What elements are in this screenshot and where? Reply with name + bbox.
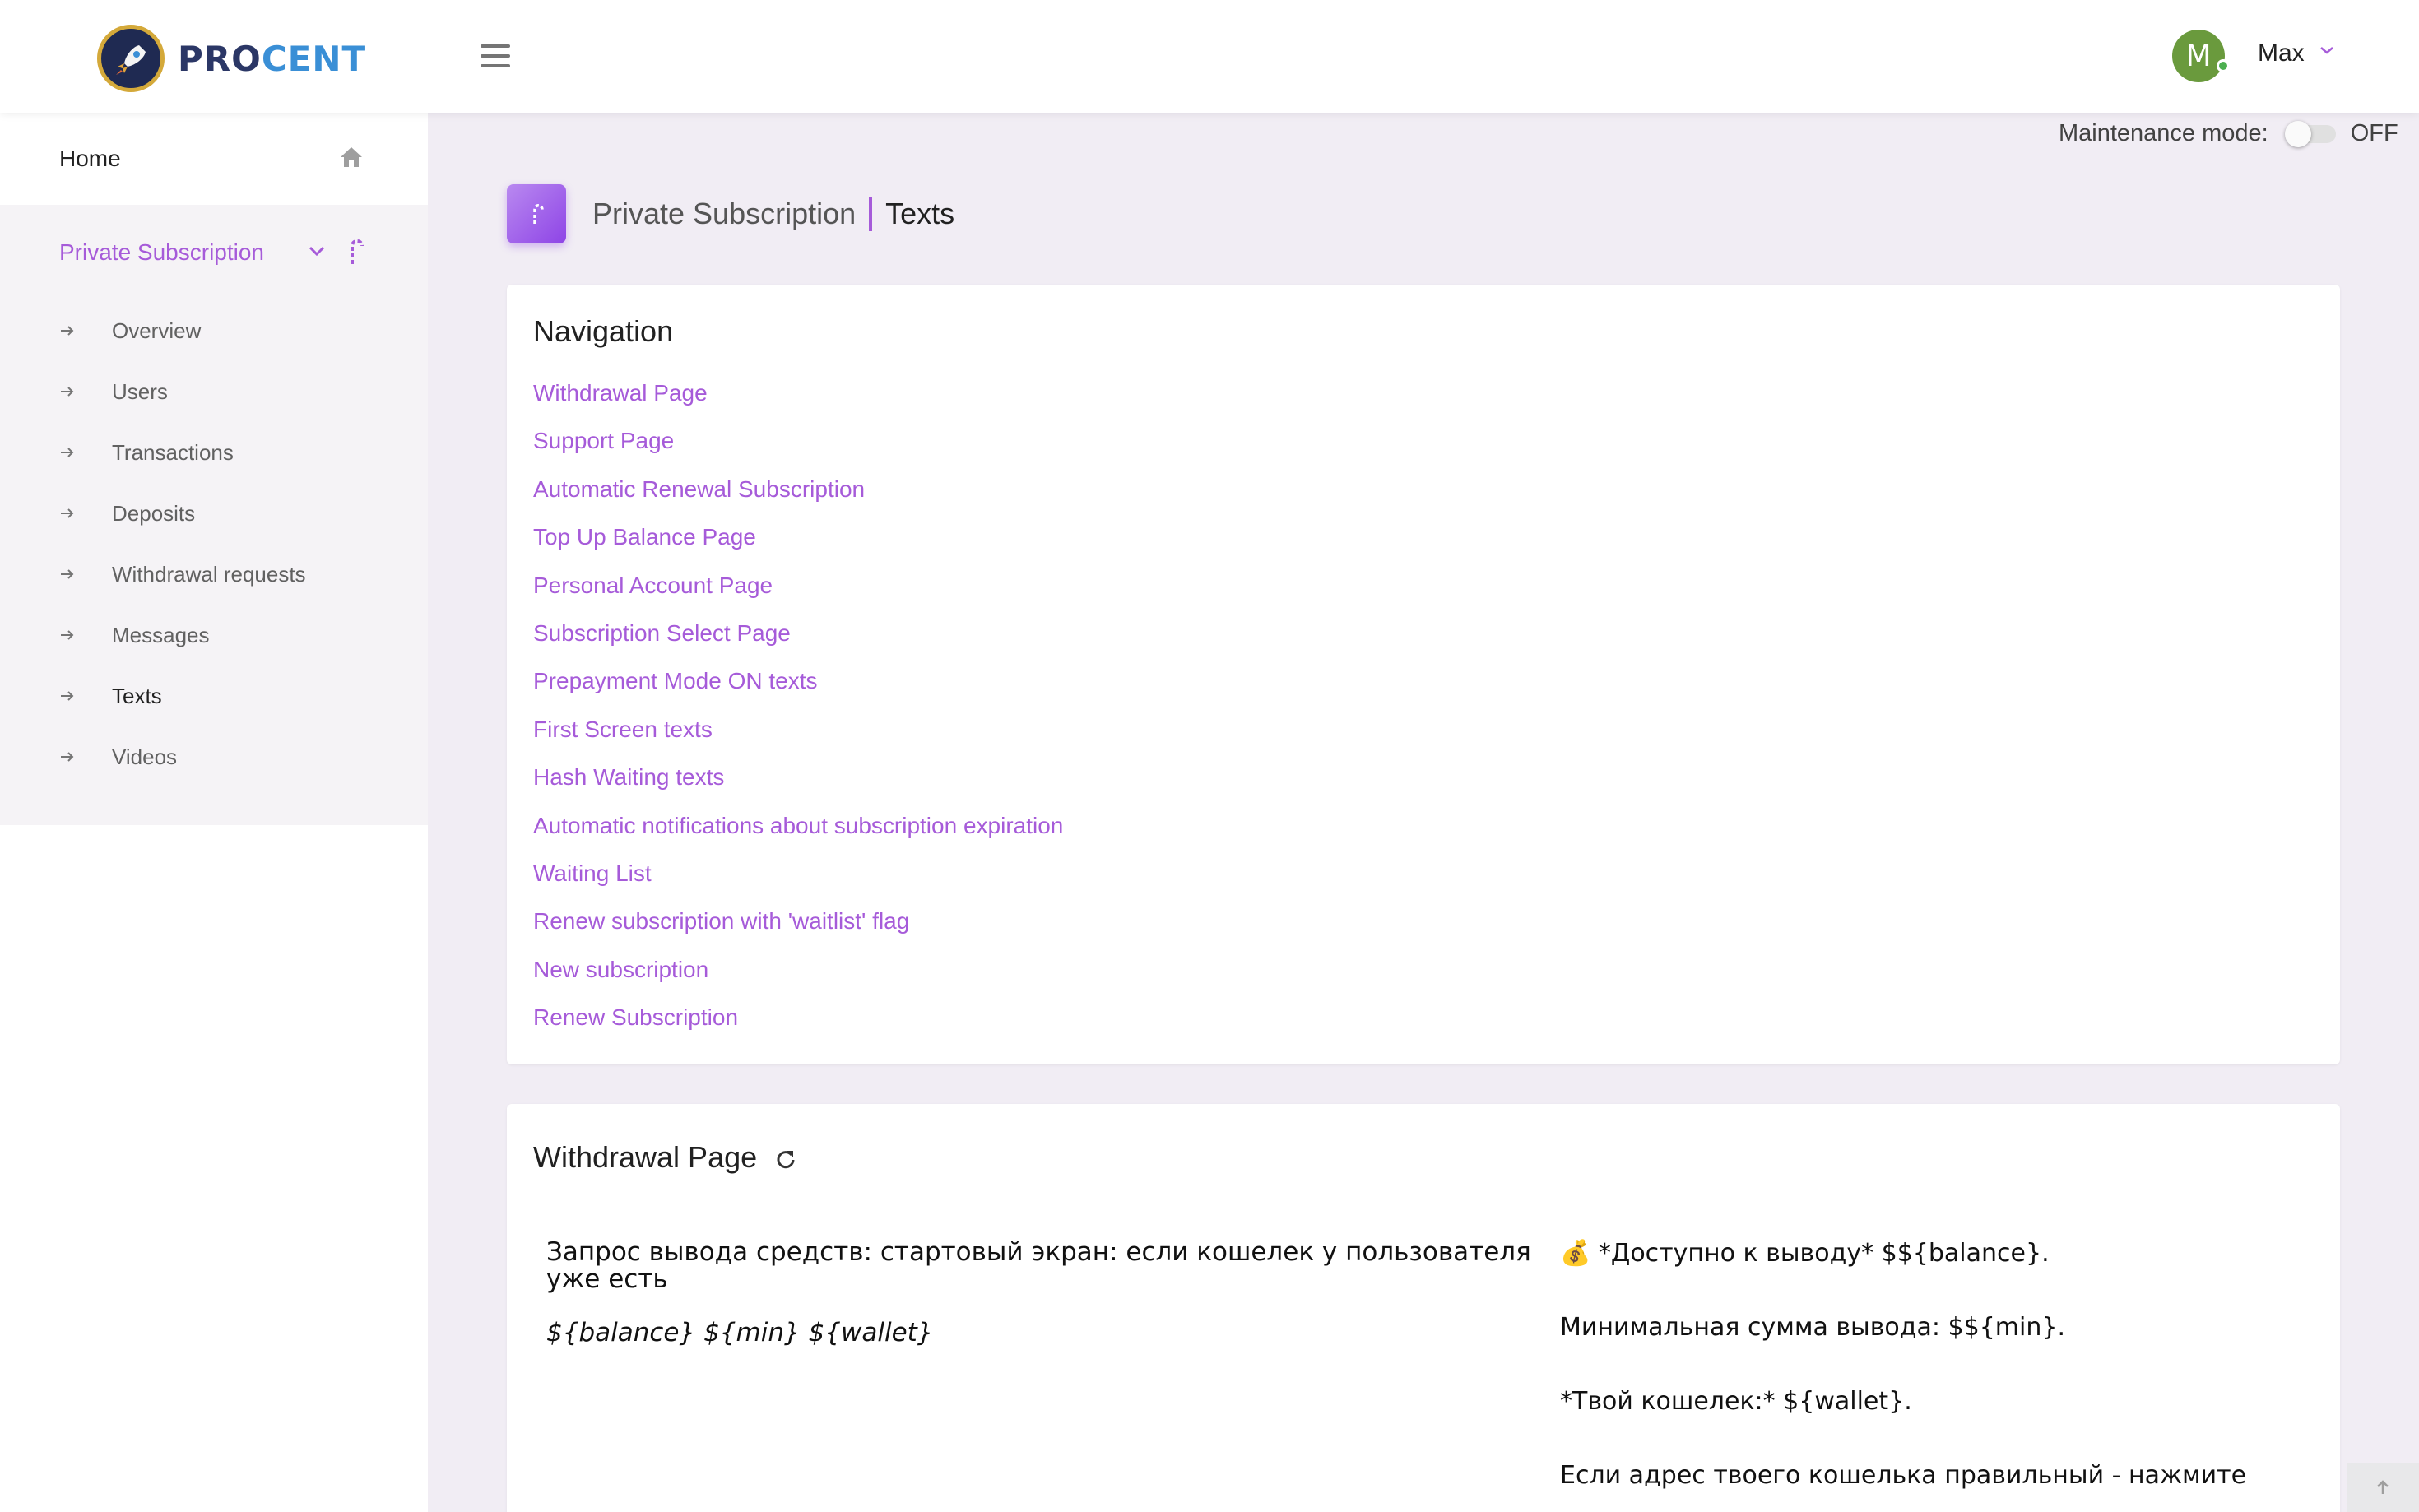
- chevron-down-icon[interactable]: [2319, 44, 2335, 56]
- nav-link[interactable]: Automatic Renewal Subscription: [533, 475, 866, 502]
- arrow-right-icon: [59, 628, 76, 642]
- sidebar-item-videos[interactable]: [0, 726, 428, 787]
- nav-link[interactable]: Hash Waiting texts: [533, 764, 725, 791]
- withdrawal-title: Withdrawal Page: [533, 1140, 758, 1174]
- top-header: [0, 0, 2419, 113]
- logo-text-pro: PRO: [178, 38, 262, 79]
- nav-link[interactable]: Automatic notifications about subscription expiration: [533, 812, 1064, 838]
- withdrawal-description: Запрос вывода средств: стартовый экран: если кошелек у пользователя уже есть: [546, 1237, 1531, 1294]
- avatar[interactable]: M: [2172, 30, 2225, 82]
- maintenance-label: Maintenance mode:: [2059, 120, 2268, 146]
- arrow-right-icon: [59, 567, 76, 582]
- refresh-icon[interactable]: [775, 1148, 796, 1170]
- page-title-icon: [507, 184, 566, 243]
- sidebar-section-private-subscription: [0, 205, 428, 825]
- sidebar-item-label: Transactions: [112, 439, 234, 465]
- withdrawal-variables: ${balance} ${min} ${wallet}: [546, 1318, 934, 1347]
- sidebar-home-label: Home: [59, 146, 121, 171]
- candy-cane-icon: [344, 236, 365, 267]
- sidebar-item-deposits[interactable]: [0, 483, 428, 544]
- withdrawal-card-header: [533, 1140, 2314, 1175]
- sidebar-item-withdrawal-requests[interactable]: [0, 544, 428, 605]
- text-line: 💰 *Доступно к выводу* $${balance}.: [1560, 1239, 2050, 1268]
- navigation-card: [507, 285, 2340, 1064]
- nav-link[interactable]: Waiting List: [533, 860, 652, 886]
- toggle-knob: [2285, 121, 2311, 147]
- menu-toggle-icon[interactable]: [481, 44, 510, 67]
- arrow-right-icon: [59, 506, 76, 521]
- withdrawal-card: [507, 1104, 2340, 1512]
- nav-link[interactable]: Support Page: [533, 428, 675, 454]
- arrow-right-icon: [59, 749, 76, 764]
- nav-link[interactable]: First Screen texts: [533, 716, 713, 742]
- text-line: *Твой кошелек:* ${wallet}.: [1560, 1387, 1912, 1416]
- arrow-right-icon: [59, 384, 76, 399]
- logo-text-cent: CENT: [261, 38, 367, 79]
- sidebar: [0, 113, 428, 1512]
- page-title-page: Texts: [885, 197, 955, 230]
- maintenance-toggle[interactable]: [2287, 125, 2336, 143]
- nav-link[interactable]: Withdrawal Page: [533, 380, 708, 406]
- withdrawal-text-editor[interactable]: [1560, 1239, 2301, 1512]
- arrow-right-icon: [59, 323, 76, 338]
- candy-cane-icon: [528, 202, 545, 226]
- sidebar-item-home[interactable]: [0, 113, 428, 205]
- nav-link[interactable]: New subscription: [533, 956, 709, 982]
- sidebar-item-users[interactable]: [0, 361, 428, 422]
- navigation-links: [533, 380, 2314, 1052]
- rocket-logo-icon: [97, 25, 165, 92]
- maintenance-state: OFF: [2350, 120, 2398, 146]
- user-name[interactable]: Max: [2258, 39, 2305, 67]
- sidebar-item-transactions[interactable]: [0, 422, 428, 483]
- text-line: Минимальная сумма вывода: $${min}.: [1560, 1313, 2066, 1342]
- arrow-right-icon: [59, 689, 76, 703]
- nav-link[interactable]: Subscription Select Page: [533, 619, 791, 646]
- sidebar-item-overview[interactable]: [0, 300, 428, 361]
- sidebar-item-messages[interactable]: [0, 605, 428, 666]
- sidebar-item-label: Withdrawal requests: [112, 561, 306, 587]
- logo[interactable]: [97, 25, 366, 92]
- nav-link[interactable]: Renew Subscription: [533, 1004, 739, 1031]
- sidebar-item-label: Videos: [112, 744, 178, 769]
- sidebar-section-label: Private Subscription: [59, 239, 265, 265]
- online-status-dot: [2217, 59, 2230, 72]
- home-icon: [339, 146, 364, 169]
- chevron-down-icon[interactable]: [308, 244, 326, 257]
- page-title-section: Private Subscription: [592, 197, 857, 230]
- logo-text: [178, 39, 366, 79]
- arrow-right-icon: [59, 445, 76, 460]
- scroll-to-top-button[interactable]: [2347, 1463, 2419, 1512]
- sidebar-item-private-subscription[interactable]: [0, 205, 428, 300]
- navigation-title: Navigation: [533, 314, 674, 348]
- sidebar-item-label: Texts: [112, 683, 162, 708]
- page-title: [507, 184, 954, 243]
- sidebar-item-label: Overview: [112, 318, 202, 343]
- sidebar-item-label: Deposits: [112, 500, 196, 526]
- nav-link[interactable]: Personal Account Page: [533, 572, 773, 598]
- text-line: Если адрес твоего кошелька правильный - нажмите: [1560, 1461, 2247, 1490]
- nav-link[interactable]: Renew subscription with 'waitlist' flag: [533, 908, 910, 935]
- sidebar-item-label: Messages: [112, 622, 210, 647]
- sidebar-item-label: Users: [112, 378, 168, 404]
- page-title-divider: [869, 197, 872, 231]
- withdrawal-description-block: [546, 1239, 1534, 1347]
- maintenance-mode: [2059, 120, 2398, 147]
- arrow-up-icon: [2374, 1478, 2392, 1496]
- sidebar-item-texts[interactable]: [0, 666, 428, 726]
- nav-link[interactable]: Top Up Balance Page: [533, 524, 756, 550]
- nav-link[interactable]: Prepayment Mode ON texts: [533, 668, 818, 694]
